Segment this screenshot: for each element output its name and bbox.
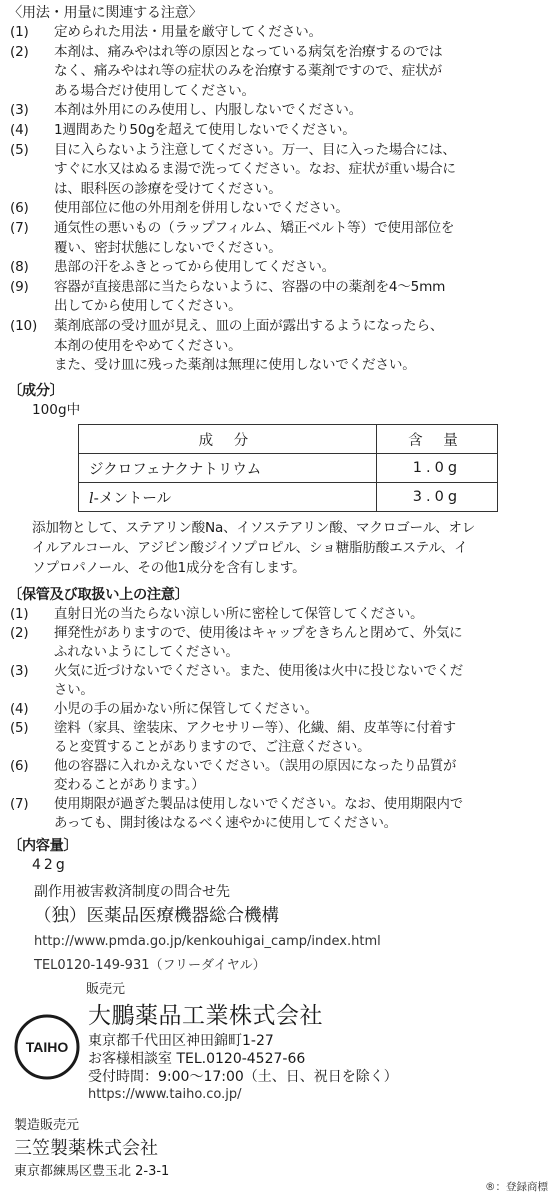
- list-item: [8, 101, 550, 121]
- list-item: [8, 121, 550, 141]
- item-text: [54, 258, 550, 278]
- item-number: (4): [10, 121, 29, 138]
- item-text: [54, 700, 550, 719]
- item-line: 使用期限が過ぎた製品は使用しないでください。なお、使用期限内で: [54, 797, 463, 813]
- ingredients-section: [8, 382, 550, 579]
- item-number: (3): [10, 102, 29, 119]
- item-number: (1): [10, 24, 29, 40]
- ingredient-amount: 3.0g: [376, 483, 497, 512]
- list-item: [8, 317, 550, 376]
- seller-label: 販売元: [86, 982, 126, 998]
- item-text: [54, 795, 550, 833]
- item-number: (1): [10, 607, 29, 623]
- seller-consult: お客様相談室 TEL.0120-4527-66: [88, 1051, 306, 1068]
- list-item: [8, 795, 550, 833]
- item-number: (8): [10, 259, 29, 276]
- additives-line: イルアルコール、アジピン酸ジイソプロピル、ショ糖脂肪酸エステル、イ: [32, 540, 468, 557]
- item-text: [54, 219, 550, 258]
- taiho-logo-icon: [14, 1014, 80, 1080]
- relief-tel: TEL0120-149-931（フリーダイヤル）: [34, 958, 266, 974]
- item-number: (3): [10, 664, 29, 680]
- additives-line: ソプロパノール、その他1成分を含有します。: [32, 560, 306, 577]
- relief-section: [8, 882, 550, 978]
- item-text: [54, 101, 550, 121]
- item-line: ふれないようにしてください。: [54, 645, 239, 661]
- list-item: [8, 662, 550, 700]
- table-header-row: [79, 425, 498, 454]
- item-line: 他の容器に入れかえないでください。（誤用の原因になったり品質が: [54, 759, 457, 775]
- item-line: 直射日光の当たらない涼しい所に密栓して保管してください。: [54, 607, 424, 623]
- ingredients-table: [78, 424, 498, 512]
- seller-hours: 受付時間：9:00～17:00（土、日、祝日を除く）: [88, 1069, 398, 1086]
- ingredient-prefix: l: [89, 490, 94, 507]
- item-line: なく、痛みやはれ等の症状のみを治療する薬剤ですので、症状が: [54, 63, 442, 80]
- manufacturer-section: [8, 1116, 550, 1182]
- item-line: 目に入らないよう注意してください。万一、目に入った場合には、: [54, 141, 456, 158]
- content-title: 〔内容量〕: [8, 838, 78, 855]
- header-ingredient: 成 分: [79, 425, 377, 454]
- list-item: [8, 43, 550, 102]
- relief-label: 副作用被害救済制度の問合せ先: [34, 884, 230, 901]
- content-value: 42g: [32, 857, 68, 874]
- list-item: [8, 199, 550, 219]
- ingredients-per: 100g中: [32, 401, 81, 418]
- storage-section: [8, 586, 550, 833]
- item-text: [54, 141, 550, 200]
- manufacturer-company: 三笠製薬株式会社: [14, 1138, 158, 1160]
- item-line: 使用部位に他の外用剤を併用しないでください。: [54, 200, 349, 217]
- manufacturer-label: 製造販売元: [14, 1118, 80, 1134]
- item-number: (6): [10, 200, 29, 217]
- item-line: 定められた用法・用量を厳守してください。: [54, 24, 322, 40]
- item-number: (5): [10, 141, 29, 158]
- table-row: [79, 454, 498, 483]
- item-line: 本剤は外用にのみ使用し、内服しないでください。: [54, 102, 363, 119]
- ingredients-title: 〔成分〕: [8, 382, 64, 399]
- item-line: 容器が直接患部に当たらないように、容器の中の薬剤を4～5mm: [54, 278, 446, 295]
- item-line: ると変質することがありますので、ご注意ください。: [54, 740, 371, 756]
- item-line: 通気性の悪いもの（ラップフィルム、矯正ベルト等）で使用部位を: [54, 219, 455, 236]
- list-item: [8, 757, 550, 795]
- item-text: [54, 662, 550, 700]
- ingredient-amount: 1.0g: [376, 454, 497, 483]
- storage-list: [8, 605, 550, 833]
- item-number: (7): [10, 797, 29, 813]
- item-text: [54, 121, 550, 141]
- ingredient-name-text: -メントール: [93, 490, 172, 507]
- item-line: 塗料（家具、塗装床、アクセサリー等）、化繊、絹、皮革等に付着す: [54, 721, 456, 737]
- item-line: 覆い、密封状態にしないでください。: [54, 239, 282, 256]
- item-number: (7): [10, 219, 29, 236]
- ingredient-name: [79, 483, 377, 512]
- list-item: [8, 700, 550, 719]
- item-number: (6): [10, 759, 29, 775]
- item-line: ある場合だけ使用してください。: [54, 82, 255, 99]
- usage-list: [8, 23, 550, 376]
- usage-title: 〈用法・用量に関連する注意〉: [8, 5, 203, 21]
- list-item: [8, 141, 550, 200]
- item-line: 1週間あたり50gを超えて使用しないでください。: [54, 121, 356, 138]
- item-line: また、受け皿に残った薬剤は無理に使用しないでください。: [54, 357, 416, 374]
- additives: [8, 518, 550, 578]
- item-number: (9): [10, 278, 29, 295]
- item-line: 本剤は、痛みやはれ等の原因となっている病気を治療するのでは: [54, 43, 443, 60]
- item-line: 薬剤底部の受け皿が見え、皿の上面が露出するようになったら、: [54, 317, 444, 334]
- item-text: [54, 624, 550, 662]
- trademark-note: ®：登録商標: [485, 1181, 548, 1193]
- ingredient-name: ジクロフェナクナトリウム: [79, 454, 377, 483]
- item-text: [54, 605, 550, 624]
- list-item: [8, 605, 550, 624]
- storage-title: 〔保管及び取扱い上の注意〕: [8, 587, 189, 604]
- seller-website: https://www.taiho.co.jp/: [88, 1087, 242, 1103]
- table-row: [79, 483, 498, 512]
- item-text: [54, 278, 550, 317]
- list-item: [8, 23, 550, 43]
- logo-text: TAIHO: [25, 1039, 69, 1056]
- manufacturer-address: 東京都練馬区豊玉北 2-3-1: [14, 1164, 170, 1180]
- usage-section: [8, 4, 550, 376]
- item-number: (2): [10, 43, 29, 60]
- relief-url: http://www.pmda.go.jp/kenkouhigai_camp/index.html: [34, 934, 381, 950]
- item-line: 患部の汗をふきとってから使用してください。: [54, 259, 335, 276]
- item-line: 本剤の使用をやめてください。: [54, 337, 242, 354]
- item-number: (2): [10, 626, 29, 642]
- seller-info: [80, 1000, 398, 1104]
- item-line: 揮発性がありますので、使用後はキャップをきちんと閉めて、外気に: [54, 626, 463, 642]
- seller-section: [8, 1000, 550, 1104]
- item-line: 出してから使用してください。: [54, 298, 242, 315]
- item-text: [54, 43, 550, 102]
- relief-org: （独）医薬品医療機器総合機構: [34, 906, 279, 927]
- item-text: [54, 23, 550, 43]
- list-item: [8, 278, 550, 317]
- item-line: 変わることがあります。）: [54, 778, 205, 794]
- seller-company: 大鵬薬品工業株式会社: [88, 1003, 323, 1030]
- seller-address: 東京都千代田区神田錦町1-27: [88, 1033, 274, 1050]
- item-text: [54, 719, 550, 757]
- list-item: [8, 624, 550, 662]
- item-number: (10): [10, 317, 38, 334]
- item-line: 火気に近づけないでください。また、使用後は火中に投じないでくだ: [54, 664, 463, 680]
- item-text: [54, 199, 550, 219]
- content-section: [8, 837, 550, 874]
- list-item: [8, 258, 550, 278]
- item-text: [54, 317, 550, 376]
- additives-line: 添加物として、ステアリン酸Na、イソステアリン酸、マクロゴール、オレ: [32, 520, 476, 537]
- item-line: は、眼科医の診療を受けてください。: [54, 180, 282, 197]
- item-line: 小児の手の届かない所に保管してください。: [54, 702, 318, 718]
- item-number: (5): [10, 721, 29, 737]
- item-line: すぐに水又はぬるま湯で洗ってください。なお、症状が重い場合に: [54, 161, 456, 178]
- item-number: (4): [10, 702, 29, 718]
- item-line: さい。: [54, 683, 94, 699]
- list-item: [8, 219, 550, 258]
- header-amount: 含 量: [376, 425, 497, 454]
- list-item: [8, 719, 550, 757]
- item-line: あっても、開封後はなるべく速やかに使用してください。: [54, 816, 397, 832]
- item-text: [54, 757, 550, 795]
